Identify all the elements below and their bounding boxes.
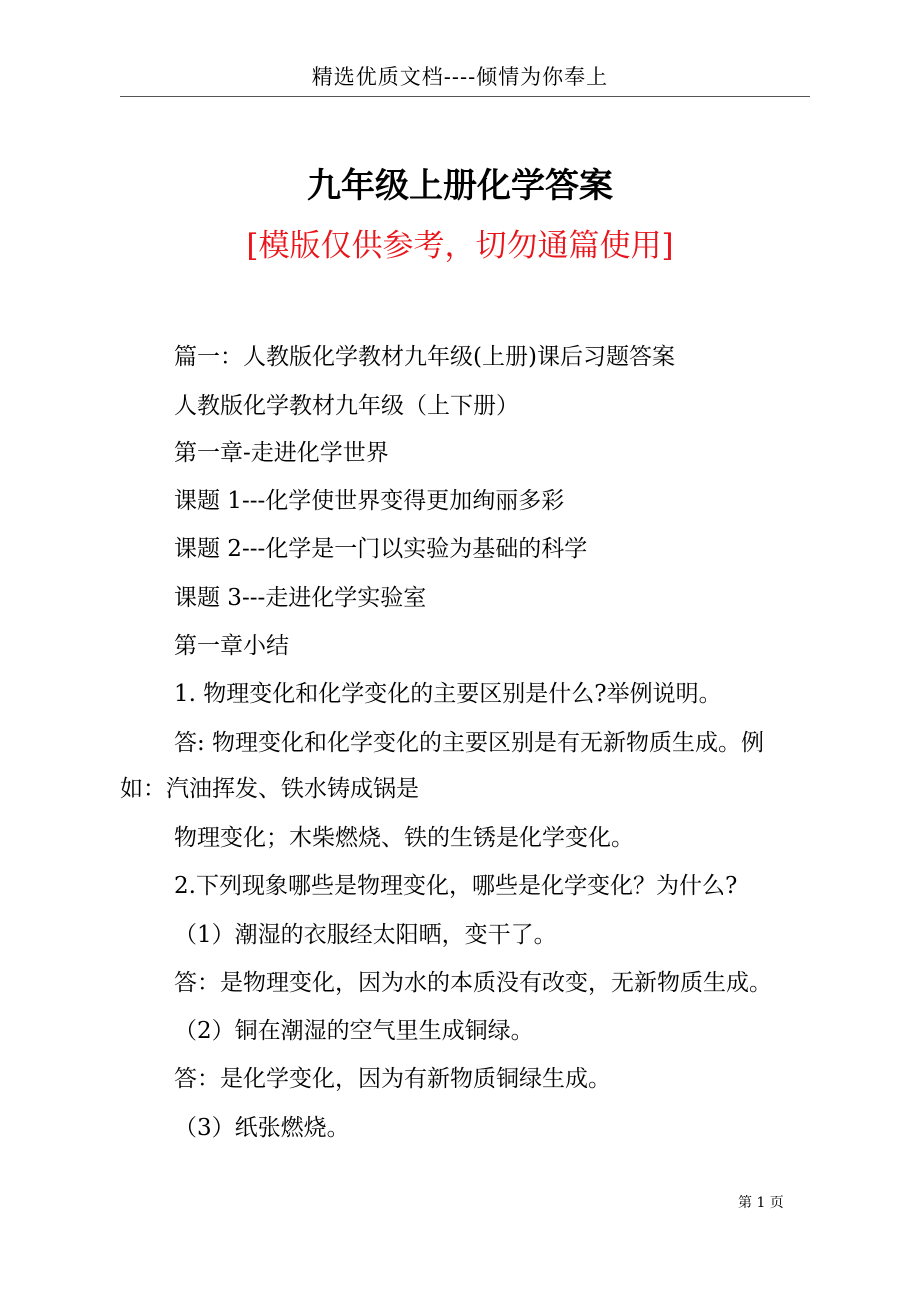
chapter-summary-heading: 第一章小结 bbox=[174, 633, 289, 659]
topic-line: 课题 1---化学使世界变得更加绚丽多彩 bbox=[174, 488, 565, 514]
header-divider bbox=[120, 96, 810, 97]
sub-question-line: （1）潮湿的衣服经太阳晒，变干了。 bbox=[174, 922, 557, 948]
answer-line: 答：是化学变化，因为有新物质铜绿生成。 bbox=[174, 1066, 611, 1092]
document-title: 九年级上册化学答案 bbox=[307, 166, 613, 206]
chapter-heading: 第一章-走进化学世界 bbox=[174, 440, 389, 466]
page-header: 精选优质文档----倾情为你奉上 bbox=[311, 65, 609, 89]
question-line: 1. 物理变化和化学变化的主要区别是什么?举例说明。 bbox=[174, 681, 722, 707]
sub-question-line: （3）纸张燃烧。 bbox=[174, 1115, 350, 1141]
template-notice: [模版仅供参考，切勿通篇使用] bbox=[246, 228, 674, 264]
answer-line: 答：是物理变化，因为水的本质没有改变，无新物质生成。 bbox=[174, 970, 772, 996]
answer-line: 如：汽油挥发、铁水铸成锅是 bbox=[120, 776, 419, 802]
sub-question-line: （2）铜在潮湿的空气里生成铜绿。 bbox=[174, 1018, 534, 1044]
section-heading: 篇一：人教版化学教材九年级(上册)课后习题答案 bbox=[174, 344, 675, 370]
question-line: 2.下列现象哪些是物理变化，哪些是化学变化？为什么? bbox=[174, 873, 738, 899]
topic-line: 课题 3---走进化学实验室 bbox=[174, 585, 427, 611]
answer-line: 答: 物理变化和化学变化的主要区别是有无新物质生成。例 bbox=[174, 730, 765, 756]
page-number: 第 1 页 bbox=[738, 1195, 784, 1211]
answer-line: 物理变化；木柴燃烧、铁的生锈是化学变化。 bbox=[174, 825, 634, 851]
topic-line: 课题 2---化学是一门以实验为基础的科学 bbox=[174, 536, 588, 562]
paragraph-line: 人教版化学教材九年级（上下册） bbox=[174, 393, 519, 419]
